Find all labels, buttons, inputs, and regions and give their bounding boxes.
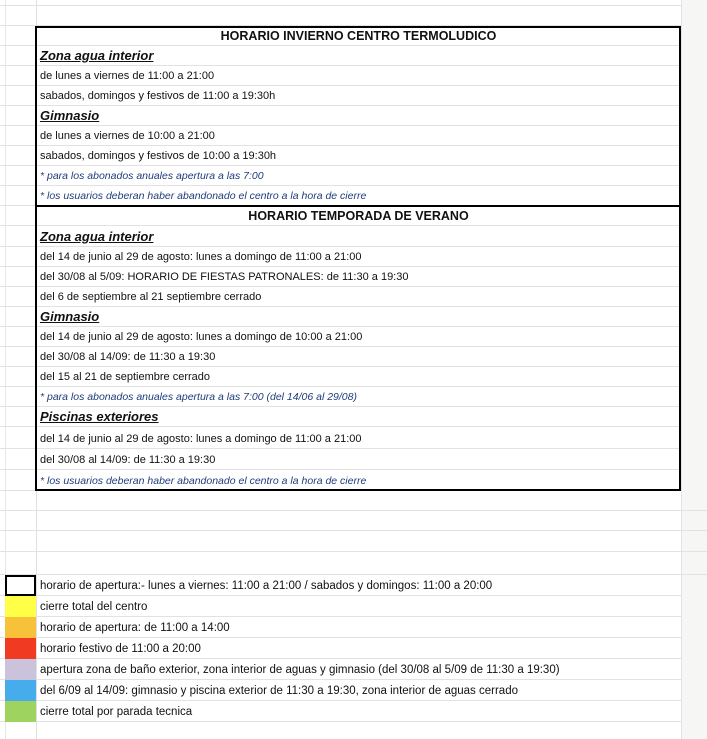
sheet-row[interactable] xyxy=(0,450,681,470)
schedule-line: del 14 de junio al 29 de agosto: lunes a domingo de 11:00 a 21:00 xyxy=(40,251,362,263)
legend-label: horario de apertura: de 11:00 a 14:00 xyxy=(40,622,230,634)
sheet-row[interactable] xyxy=(0,86,681,106)
legend-swatch-blue xyxy=(5,680,36,701)
schedule-note: * para los abonados anuales apertura a las 7:00 xyxy=(40,170,264,182)
schedule-line: sabados, domingos y festivos de 10:00 a 19:30h xyxy=(40,150,277,162)
schedule-line: del 30/08 al 5/09: HORARIO DE FIESTAS PATRONALES: de 11:30 a 19:30 xyxy=(40,271,409,283)
sheet-row[interactable] xyxy=(0,307,681,327)
sheet-row[interactable] xyxy=(0,206,681,226)
schedule-line: de lunes a viernes de 10:00 a 21:00 xyxy=(40,130,215,142)
sheet-row[interactable] xyxy=(0,491,707,511)
sheet-row[interactable] xyxy=(0,26,681,46)
sheet-row[interactable] xyxy=(0,146,681,166)
legend-label: cierre total del centro xyxy=(40,601,148,613)
legend-swatch-lavender xyxy=(5,659,36,680)
schedule-line: del 6 de septiembre al 21 septiembre cerrado xyxy=(40,291,262,303)
sheet-row[interactable] xyxy=(0,722,681,739)
sheet-row[interactable] xyxy=(0,267,681,287)
legend-label: horario festivo de 11:00 a 20:00 xyxy=(40,643,201,655)
sheet-row[interactable] xyxy=(0,247,681,267)
schedule-note: * para los abonados anuales apertura a las 7:00 (del 14/06 al 29/08) xyxy=(40,391,357,403)
sheet-row[interactable] xyxy=(0,327,681,347)
section-heading: Gimnasio xyxy=(40,108,100,123)
sheet-row[interactable] xyxy=(0,66,681,86)
sheet-row[interactable] xyxy=(0,46,681,66)
sheet-row[interactable] xyxy=(0,367,681,387)
sheet-row[interactable] xyxy=(0,227,681,247)
schedule-line: del 30/08 al 14/09: de 11:30 a 19:30 xyxy=(40,454,216,466)
schedule-line: del 14 de junio al 29 de agosto: lunes a domingo de 11:00 a 21:00 xyxy=(40,433,362,445)
sheet-right-margin xyxy=(681,0,707,739)
section-heading: Zona agua interior xyxy=(40,229,154,244)
sheet-row[interactable] xyxy=(0,407,681,427)
sheet-row[interactable] xyxy=(0,166,681,186)
legend-swatch-yellow xyxy=(5,596,36,617)
legend-label: horario de apertura:- lunes a viernes: 11:00 a 21:00 / sabados y domingos: 11:00 a 20:00 xyxy=(40,580,493,592)
sheet-row[interactable] xyxy=(0,429,681,449)
sheet-row[interactable] xyxy=(0,186,681,206)
sheet-row[interactable] xyxy=(0,471,681,491)
schedule-line: del 30/08 al 14/09: de 11:30 a 19:30 xyxy=(40,351,216,363)
schedule-line: del 14 de junio al 29 de agosto: lunes a domingo de 10:00 a 21:00 xyxy=(40,331,363,343)
sheet-row[interactable] xyxy=(0,553,707,575)
legend-swatch-orange xyxy=(5,617,36,638)
schedule-line: sabados, domingos y festivos de 11:00 a 19:30h xyxy=(40,90,276,102)
legend-label: del 6/09 al 14/09: gimnasio y piscina exterior de 11:30 a 19:30, zona interior de aguas cerrado xyxy=(40,685,518,697)
schedule-line: del 15 al 21 de septiembre cerrado xyxy=(40,371,210,383)
winter-title: HORARIO INVIERNO CENTRO TERMOLUDICO xyxy=(220,29,497,43)
section-heading: Piscinas exteriores xyxy=(40,409,159,424)
legend-swatch-green xyxy=(5,701,36,722)
sheet-row[interactable] xyxy=(0,511,707,531)
sheet-row[interactable] xyxy=(0,532,707,552)
schedule-note: * los usuarios deberan haber abandonado el centro a la hora de cierre xyxy=(40,475,367,487)
sheet-row[interactable] xyxy=(0,6,681,26)
schedule-note: * los usuarios deberan haber abandonado el centro a la hora de cierre xyxy=(40,190,367,202)
schedule-line: de lunes a viernes de 11:00 a 21:00 xyxy=(40,70,215,82)
legend-swatch-white xyxy=(5,575,36,596)
table-section-divider xyxy=(35,205,681,207)
legend-label: cierre total por parada tecnica xyxy=(40,706,193,718)
sheet-row[interactable] xyxy=(0,387,681,407)
legend-swatch-red xyxy=(5,638,36,659)
summer-title: HORARIO TEMPORADA DE VERANO xyxy=(248,209,469,223)
section-heading: Gimnasio xyxy=(40,309,100,324)
sheet-row[interactable] xyxy=(0,106,681,126)
sheet-row[interactable] xyxy=(0,126,681,146)
legend-label: apertura zona de baño exterior, zona interior de aguas y gimnasio (del 30/08 al 5/09 de 11:30 a 19:30) xyxy=(40,664,560,676)
sheet-row[interactable] xyxy=(0,347,681,367)
sheet-row[interactable] xyxy=(0,287,681,307)
section-heading: Zona agua interior xyxy=(40,48,154,63)
